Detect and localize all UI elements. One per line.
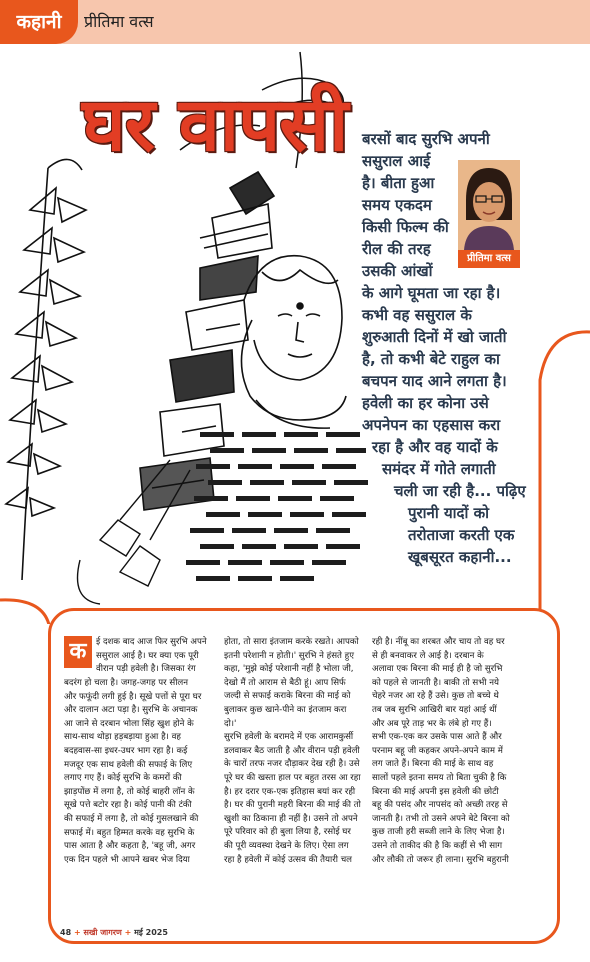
separator-plus: + <box>124 928 132 937</box>
intro-line: बरसों बाद सुरभि अपनी <box>362 130 490 148</box>
body-line: एक दिन पहले भी आपने खबर भेज दिया <box>64 854 190 865</box>
intro-line: बचपन याद आने लगता है। <box>362 372 507 390</box>
body-line: बदहवास-सा इधर-उधर भाग रहा है। कई <box>64 745 188 756</box>
body-line: ई दशक बाद आज फिर सुरभि अपने <box>96 637 207 647</box>
body-line: सूखे पत्ते बटोर रहा है। कोई पानी की टंकी <box>64 800 192 811</box>
body-line: से ही बनवाकर ले आई है। दरबान के <box>372 650 484 661</box>
body-line: लग जाते हैं। बिरना की माई के साथ वह <box>372 759 494 770</box>
body-line: है। हर दरार एक-एक इतिहास बयां कर रही <box>224 786 356 797</box>
body-line: आ जाने से दरबान भोला सिंह खुश होने के <box>64 718 194 729</box>
body-line: साथ-साथ थोड़ा हड़बड़ाया हुआ है। वह <box>64 732 181 743</box>
body-line: कुछ ताजी हरी सब्जी लाने के लिए भेजा है। <box>372 827 505 838</box>
body-line: रही है। नींबू का शरबत और चाय तो वह घर <box>372 637 505 647</box>
intro-line: खूबसूरत कहानी... <box>408 548 512 566</box>
intro-line: पुरानी यादों को <box>408 504 490 522</box>
body-line: बहू की पसंद और नापसंद को अच्छी तरह से <box>372 800 508 811</box>
intro-line: के आगे घूमता जा रहा है। <box>362 284 501 302</box>
intro-line: शुरुआती दिनों में खो जाती <box>362 328 507 346</box>
intro-line: है, तो कभी बेटे राहुल का <box>362 350 500 368</box>
body-line: मजदूर एक साथ हवेली की सफाई के लिए <box>64 759 193 770</box>
drop-cap: क <box>64 636 92 668</box>
body-line: पूरे घर की खस्ता हाल पर बहुत तरस आ रहा <box>224 772 361 783</box>
body-line: लगाए गए हैं। कोई सुरभि के कमरों की <box>64 773 182 784</box>
intro-line: समंदर में गोते लगाती <box>382 460 496 478</box>
intro-line: हवेली का हर कोना उसे <box>362 394 489 412</box>
body-line: झाड़पोंछ में लगा है, तो कोई बाहरी लॉन के <box>64 786 195 797</box>
left-arc <box>0 600 50 624</box>
body-line: वीरान पड़ी हवेली है। जिसका रंग <box>96 664 196 675</box>
body-line: को पहले से जानती है। बाकी तो सभी नये <box>372 677 499 688</box>
body-line: सफाई में। बहुत हिम्मत करके वह सुरभि के <box>64 827 195 838</box>
intro-line: है। बीता हुआ <box>362 174 435 192</box>
body-line: और लौकी तो जरूर ही लाना। सुरभि बहुरानी <box>372 854 509 865</box>
plant-sketch <box>6 159 86 580</box>
body-line: चेहरे नजर आ रहे हैं उसे। कुछ तो बच्चे थे <box>372 691 499 702</box>
body-column-1 <box>96 636 207 677</box>
intro-line: रील की तरह <box>362 240 431 258</box>
author-photo <box>456 158 522 252</box>
body-line: अलावा एक बिरना की माई ही है जो सुरभि <box>372 664 503 675</box>
body-column-3 <box>372 636 510 867</box>
header-author: प्रीतिमा वत्स <box>84 12 154 31</box>
body-line: पूरे परिवार को ही बुला लिया है, रसोई घर <box>224 827 351 838</box>
intro-line: रहा है और वह यादों के <box>372 438 498 456</box>
body-line: बदरंग हो चला है। जगह-जगह पर सीलन <box>64 678 189 688</box>
body-column-1-cont <box>64 677 201 867</box>
body-line: डलवाकर बैठ जाती है और वीरान पड़ी हवेली <box>224 745 360 756</box>
body-line: खुशी का ठिकाना ही नहीं है। उसने तो अपने <box>224 813 358 824</box>
body-line: होता, तो सारा इंतजाम करके रखते। आपको <box>224 637 359 647</box>
brick-wall <box>186 432 368 581</box>
body-line: रहा है हवेली में कोई उत्सव की तैयारी चल <box>224 854 353 865</box>
intro-line: उसकी आंखों <box>362 262 433 280</box>
page-number: 48 <box>60 928 72 937</box>
body-line: है। घर की पुरानी महरी बिरना की माई की तो <box>224 800 361 811</box>
intro-line: चली जा रही है... पढ़िए <box>394 482 526 500</box>
body-line: और फफूंदी लगी हुई है। सूखे पत्तों से पूरा घर <box>64 691 202 702</box>
body-line: और अब पूरे ताड़ भर के लंबे हो गए हैं। <box>372 718 492 729</box>
magazine-brand: सखी जागरण <box>83 927 122 937</box>
intro-line: किसी फिल्म की <box>362 218 449 236</box>
body-line: सभी एक-एक कर उसके पास आते हैं और <box>372 732 502 743</box>
body-line: देखो मैं तो आराम से बैठी हूं। आप सिर्फ <box>224 677 346 688</box>
story-title: घर वापसी <box>82 82 348 168</box>
body-line: उसने तो ताकीद की है कि कहीं से भी साग <box>372 840 503 851</box>
body-line: बिरना की माई अपनी इस हवेली की छोटी <box>372 786 499 797</box>
body-line: ससुराल आई है। घर क्या एक पूरी <box>96 650 199 661</box>
section-label: कहानी <box>0 0 78 44</box>
intro-line: समय एकदम <box>362 196 432 214</box>
intro-line: ससुराल आई <box>362 152 431 170</box>
body-line: की सफाई में लगा है, तो कोई गुसलखाने की <box>64 813 199 824</box>
body-line: पास आता है और कहता है, 'बहू जी, अगर <box>64 841 196 852</box>
body-line: और दालान अटा पड़ा है। सुरभि के अचानक <box>64 705 198 716</box>
body-line: सुरभि हवेली के बरामदे में एक आरामकुर्सी <box>224 732 354 743</box>
body-line: परनाम बहू जी कहकर अपने-अपने काम में <box>372 745 503 756</box>
body-line: कहा, 'मुझे कोई परेशानी नहीं है भोला जी, <box>224 664 354 675</box>
intro-line: अपनेपन का एहसास करा <box>362 416 501 434</box>
separator-plus: + <box>73 928 81 937</box>
photo-caption: प्रीतिमा वत्स <box>458 250 520 268</box>
body-line: इतनी परेशानी न होती।' सुरभि ने हंसते हुए <box>224 650 354 661</box>
body-line: जल्दी से सफाई कराके बिरना की माई को <box>224 691 351 702</box>
body-line: बुलाकर कुछ खाने-पीने का इंतजाम करा <box>224 704 347 715</box>
issue-date: मई 2025 <box>134 928 168 937</box>
body-line: तब जब सुरभि आखिरी बार यहां आई थीं <box>372 704 497 715</box>
intro-line: तरोताजा करती एक <box>408 526 515 544</box>
intro-line: कभी वह ससुराल के <box>362 306 472 324</box>
body-line: सालों पहले इतना समय तो बिता चुकी है कि <box>372 772 507 783</box>
body-line: दो।' <box>224 718 237 729</box>
page-footer <box>60 927 168 938</box>
body-line: जानती है। तभी तो उसने अपने बेटे बिरना को <box>372 813 510 824</box>
body-line: की पूरी व्यवस्था देखने के लिए। ऐसा लग <box>224 840 349 851</box>
body-line: के चारों तरफ नजर दौड़ाकर देख रही है। उसे <box>224 759 360 770</box>
right-arc <box>540 332 590 620</box>
body-column-2 <box>224 636 361 867</box>
